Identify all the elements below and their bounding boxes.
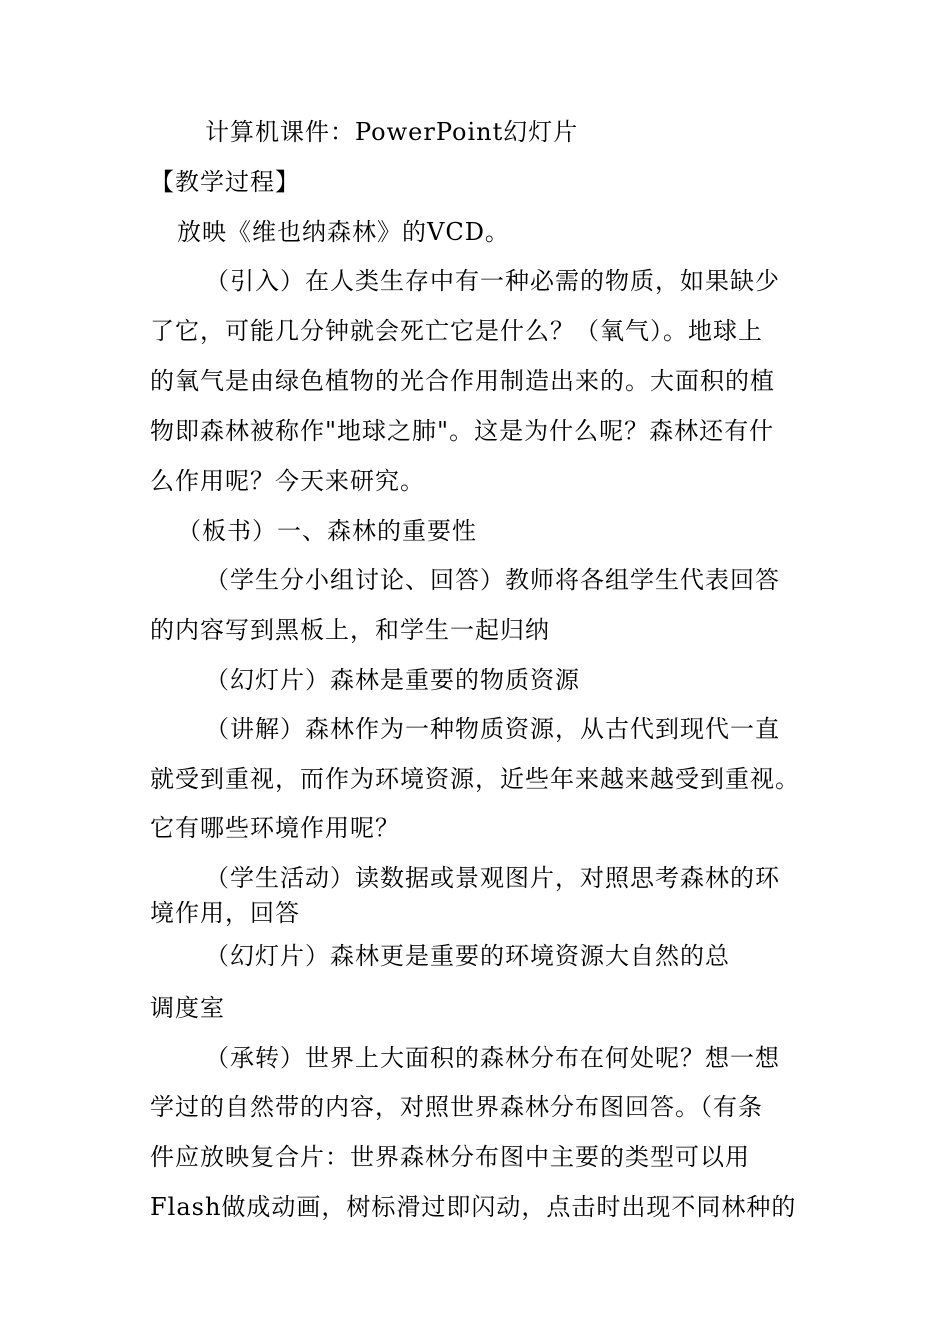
- text-line: 件应放映复合片：世界森林分布图中主要的类型可以用: [150, 1143, 750, 1171]
- text-line: （学生分小组讨论、回答）教师将各组学生代表回答: [205, 566, 780, 594]
- text-line: 放映《维也纳森林》的VCD。: [177, 218, 510, 246]
- text-line-board-heading: （板书）一、森林的重要性: [177, 517, 477, 545]
- text-line: 境作用，回答: [150, 899, 300, 927]
- text-line: 就受到重视，而作为环境资源，近些年来越来越受到重视。: [150, 765, 800, 793]
- text-line: （引入）在人类生存中有一种必需的物质，如果缺少: [205, 267, 780, 295]
- text-line-materials: 计算机课件：PowerPoint幻灯片: [205, 118, 579, 146]
- text-line: 它有哪些环境作用呢？: [150, 814, 400, 842]
- text-line: （学生活动）读数据或景观图片，对照思考森林的环: [205, 864, 780, 892]
- text-line: Flash做成动画，树标滑过即闪动，点击时出现不同林种的: [150, 1193, 797, 1221]
- text-line: （幻灯片）森林更是重要的环境资源大自然的总: [205, 942, 730, 970]
- text-line: 么作用呢？今天来研究。: [150, 467, 425, 495]
- text-line: （承转）世界上大面积的森林分布在何处呢？想一想: [205, 1044, 780, 1072]
- text-line: 调度室: [150, 994, 225, 1022]
- text-line: 学过的自然带的内容，对照世界森林分布图回答。（有条: [150, 1093, 763, 1121]
- text-line: 了它，可能几分钟就会死亡它是什么？（氧气）。地球上: [150, 317, 763, 345]
- text-line: （讲解）森林作为一种物质资源，从古代到现代一直: [205, 715, 780, 743]
- text-line: （幻灯片）森林是重要的物质资源: [205, 666, 580, 694]
- text-line: 物即森林被称作"地球之肺"。这是为什么呢？森林还有什: [150, 417, 775, 445]
- text-line: 的内容写到黑板上，和学生一起归纳: [150, 616, 550, 644]
- text-line: 的氧气是由绿色植物的光合作用制造出来的。大面积的植: [150, 367, 775, 395]
- section-heading-teaching-process: 【教学过程】: [150, 168, 300, 196]
